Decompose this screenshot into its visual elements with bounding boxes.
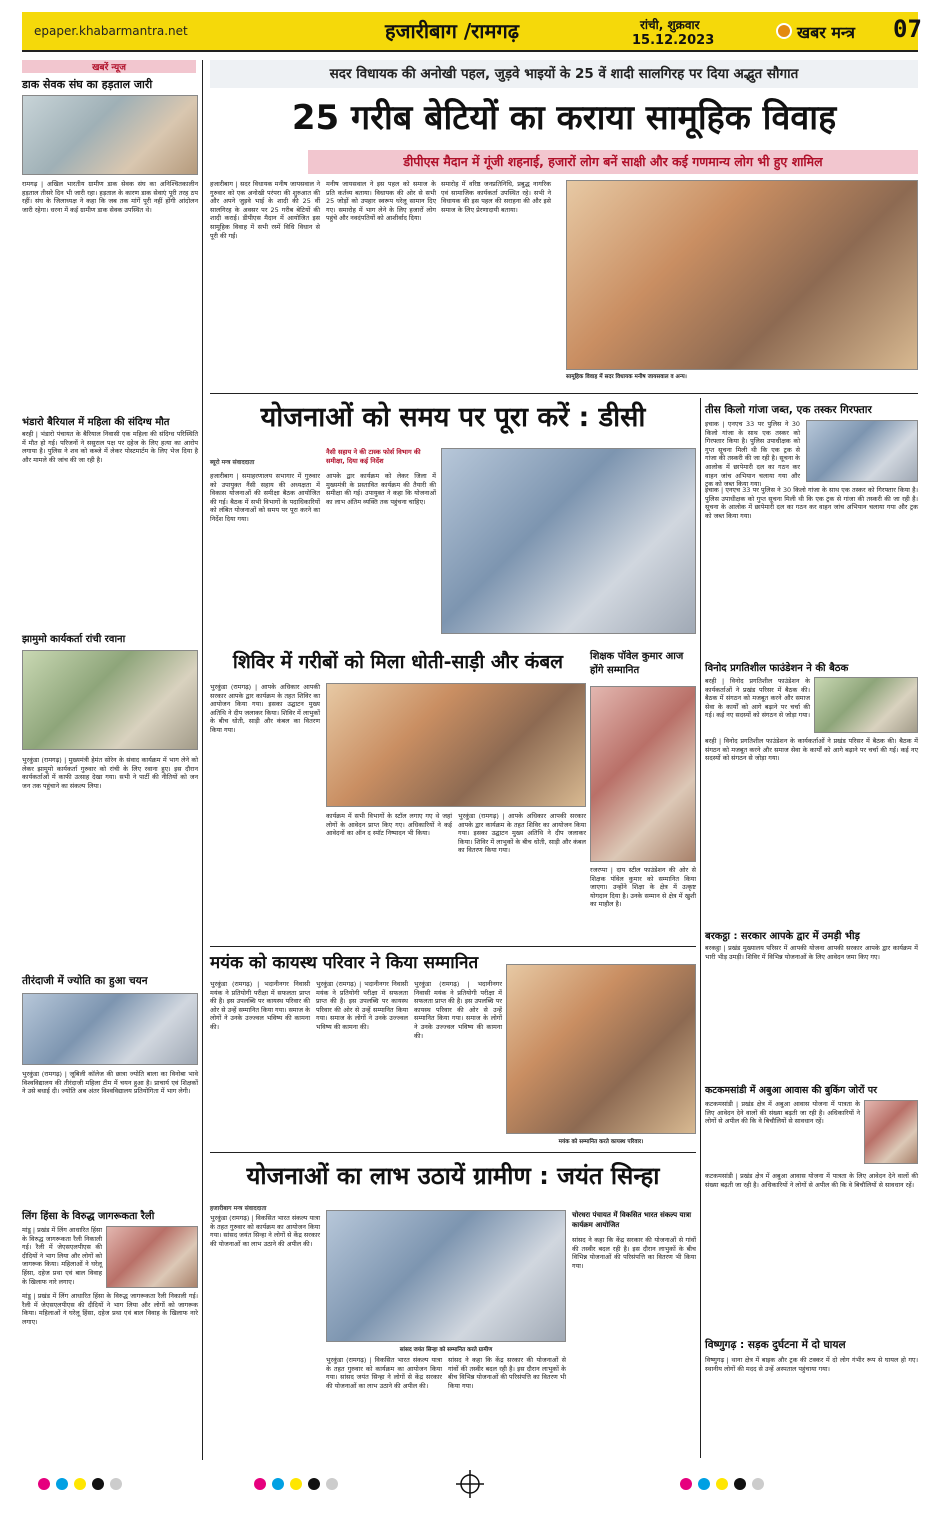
teacher-portrait bbox=[590, 686, 696, 862]
accident-headline[interactable]: विष्णुगढ़ : सड़क दुर्घटना में दो घायल bbox=[705, 1339, 846, 1351]
left-story1-photo bbox=[22, 95, 198, 175]
kayasth-headline[interactable]: मयंक को कायस्थ परिवार ने किया सम्मानित bbox=[210, 953, 479, 973]
awas-body: कटकमसांडी | प्रखंड क्षेत्र में अबुआ आवास योजना में पात्रता के लिए आवेदन देने वालों की संख्या बढ़ती जा रही है। अधिकारियों ने लोगों से अपील की कि वे बिचौलियों से सावधान रहें। bbox=[705, 1100, 860, 1126]
shivir-body-col2: कार्यक्रम में सभी विभागों के स्टॉल लगाए गए थे जहां लोगों के आवेदन प्राप्त किए गए। अधिकारियों ने कई आवेदनों का ऑन द स्पॉट निष्पादन भी किया। bbox=[326, 812, 452, 838]
jayant-byline: हजारीबाग मन्त्र संवाददाता bbox=[210, 1205, 267, 1212]
right-column-divider bbox=[700, 398, 701, 1458]
kayasth-photo bbox=[506, 964, 696, 1134]
jayant-photo bbox=[326, 1210, 566, 1342]
awas-headline[interactable]: कटकमसांडी में अबुआ आवास की बुकिंग जोरों पर bbox=[705, 1085, 878, 1096]
section-divider bbox=[210, 393, 918, 394]
kayasth-divider bbox=[210, 946, 696, 947]
teacher-headline[interactable]: शिक्षक पॉवेल कुमार आज होंगे सम्मानित bbox=[590, 651, 684, 676]
dc-photo bbox=[441, 448, 696, 634]
dc-kicker: नैसी सहाय ने की टास्क फोर्स विभाग की समीक्षा, दिया कई निर्देश bbox=[326, 448, 421, 465]
issue-date: 15.12.2023 bbox=[632, 33, 715, 48]
lead-headline[interactable]: 25 गरीब बेटियों का कराया सामूहिक विवाह bbox=[291, 98, 837, 138]
kayasth-photo-caption: मयंक को सम्मानित करते कायस्थ परिवार। bbox=[558, 1139, 644, 1145]
jayant-body-col3: सांसद ने कहा कि केंद्र सरकार की योजनाओं से गांवों की तस्वीर बदल रही है। इस दौरान लाभुकों के बीच विभिन्न योजनाओं की परिसंपत्ति का वितरण भी किया गया। bbox=[448, 1356, 566, 1390]
left-story5-body: मांडू | प्रखंड में लिंग आधारित हिंसा के विरुद्ध जागरूकता रैली निकाली गई। रैली में जेएसएलपीएस की दीदियों ने भाग लिया और लोगों को जागरूक किया। महिलाओं ने घरेलू हिंसा, दहेज प्रथा एवं बाल विवाह के खिलाफ नारे लगाए। bbox=[22, 1226, 102, 1286]
awas-body-cont: कटकमसांडी | प्रखंड क्षेत्र में अबुआ आवास योजना में पात्रता के लिए आवेदन देने वालों की संख्या बढ़ती जा रही है। अधिकारियों ने लोगों से अपील की कि वे बिचौलियों से सावधान रहें। bbox=[705, 1172, 918, 1189]
left-story3-headline[interactable]: झामुमो कार्यकर्ता रांची रवाना bbox=[22, 634, 126, 645]
left-story1-body: रामगढ़ | अखिल भारतीय ग्रामीण डाक सेवक संघ का अनिश्चितकालीन हड़ताल तीसरे दिन भी जारी रहा। हड़ताल के कारण डाक सेवाएं पूरी तरह ठप रहीं। संघ के जिलाध्यक्ष ने कहा कि जब तक मांगें पूरी नहीं होंगी आंदोलन जारी रहेगा। धरना में कई ग्रामीण डाक सेवक उपस्थित थे। bbox=[22, 180, 198, 214]
lead-body-col1: हजारीबाग | सदर विधायक मनीष जायसवाल ने गुरुवार को एक अनोखी परंपरा की शुरुआत की और अपने जुड़वे भाई के शादी की 25 वीं सालगिरह के अवसर पर 25 गरीब बेटियों की शादी कराई। डीपीएस मैदान में आयोजित इस सामूहिक विवाह में सभी रस्में विधि विधान से पूरी की गईं। bbox=[210, 180, 320, 240]
quick-news-label: खबरें न्यूज bbox=[22, 60, 196, 73]
vinod-body-cont: बरही | विनोद प्रगतिशील फाउंडेशन के कार्यकर्ताओं ने प्रखंड परिसर में बैठक की। बैठक में संगठन को मजबूत करने और समाज सेवा के कार्यों को आगे बढ़ाने पर चर्चा की गई। कई नए सदस्यों को संगठन से जोड़ा गया। bbox=[705, 737, 918, 763]
jayant-body-col2: भुरकुंडा (रामगढ़) | विकसित भारत संकल्प यात्रा के तहत गुरुवार को कार्यक्रम का आयोजन किया गया। सांसद जयंत सिन्हा ने लोगों से केंद्र सरकार की योजनाओं का लाभ उठाने की अपील की। bbox=[326, 1356, 442, 1390]
ganja-body-cont: इचाक | एनएच 33 पर पुलिस ने 30 किलो गांजा के साथ एक तस्कर को गिरफ्तार किया है। पुलिस उपाधीक्षक को गुप्त सूचना मिली थी कि एक ट्रक से गांजा की तस्करी की जा रही है। सूचना के आलोक में छापेमारी दल का गठन कर वाहन जांच अभियान चलाया गया और ट्रक को जब्त किया गया। bbox=[705, 486, 918, 520]
teacher-body: रजरप्पा | दाय स्टील फाउंडेशन की ओर से शिक्षक पॉवेल कुमार को सम्मानित किया जाएगा। उन्होंने शिक्षा के क्षेत्र में उत्कृष्ट योगदान दिया है। उनके सम्मान से क्षेत्र में खुशी का माहौल है। bbox=[590, 866, 696, 909]
dc-headline[interactable]: योजनाओं को समय पर पूरा करें : डीसी bbox=[260, 402, 646, 433]
jayant-photo-caption: सांसद जयंत सिन्हा को सम्मानित करते ग्रामीण bbox=[399, 1347, 493, 1353]
shivir-headline[interactable]: शिविर में गरीबों को मिला धोती-साड़ी और कंबल bbox=[232, 651, 564, 673]
ganja-body: इचाक | एनएच 33 पर पुलिस ने 30 किलो गांजा के साथ एक तस्कर को गिरफ्तार किया है। पुलिस उपाधीक्षक को गुप्त सूचना मिली थी कि एक ट्रक से गांजा की तस्करी की जा रही है। सूचना के आलोक में छापेमारी दल का गठन कर वाहन जांच अभियान चलाया गया और ट्रक को जब्त किया गया। bbox=[705, 420, 800, 489]
lead-kicker: सदर विधायक की अनोखी पहल, जुड़वे भाइयों के 25 वें शादी सालगिरह पर दिया अद्भुत सौगात bbox=[210, 60, 918, 88]
dc-body-col2: आपके द्वार कार्यक्रम को लेकर जिला में मुख्यमंत्री के प्रस्तावित कार्यक्रम की तैयारी की समीक्षा की गई। उपायुक्त ने कहा कि योजनाओं का लाभ अंतिम व्यक्ति तक पहुंचना चाहिए। bbox=[326, 472, 436, 506]
lead-photo-caption: सामूहिक विवाह में सदर विधायक मनीष जायसवाल व अन्य। bbox=[566, 374, 687, 380]
left-story4-headline[interactable]: तीरंदाजी में ज्योति का हुआ चयन bbox=[22, 975, 148, 987]
left-story2-body: बरही | भंडारो पंचायत के बैरियाल निवासी एक महिला की संदिग्ध परिस्थिति में मौत हो गई। परिजनों ने ससुराल पक्ष पर दहेज के लिए हत्या का आरोप लगाया है। पुलिस ने शव को कब्जे में लेकर पोस्टमार्टम के लिए भेज दिया है और मामले की जांच की जा रही है। bbox=[22, 430, 198, 464]
left-story3-body: भुरकुंडा (रामगढ़) | मुख्यमंत्री हेमंत सोरेन के संवाद कार्यक्रम में भाग लेने को लेकर झामुमो कार्यकर्ता गुरुवार को रांची के लिए रवाना हुए। इस दौरान कार्यकर्ताओं में काफी उत्साह देखा गया। सभी ने पार्टी की नीतियों को जन जन तक पहुंचाने का संकल्प लिया। bbox=[22, 756, 198, 790]
shivir-body-col1: भुरकुंडा (रामगढ़) | आपके अधिकार आपकी सरकार आपके द्वार कार्यक्रम के तहत शिविर का आयोजन किया गया। इसका उद्घाटन मुख्य अतिथि ने दीप जलाकर किया। शिविर में लाभुकों के बीच धोती, साड़ी और कंबल का वितरण किया गया। bbox=[210, 683, 320, 734]
shivir-body-col3: भुरकुंडा (रामगढ़) | आपके अधिकार आपकी सरकार आपके द्वार कार्यक्रम के तहत शिविर का आयोजन किया गया। इसका उद्घाटन मुख्य अतिथि ने दीप जलाकर किया। शिविर में लाभुकों के बीच धोती, साड़ी और कंबल का वितरण किया गया। bbox=[458, 812, 586, 855]
left-story5-photo bbox=[106, 1226, 198, 1288]
section-name: हजारीबाग /रामगढ़ bbox=[385, 19, 519, 43]
jayant-headline[interactable]: योजनाओं का लाभ उठायें ग्रामीण : जयंत सिन्हा bbox=[246, 1162, 660, 1190]
page-number: 07 bbox=[893, 15, 922, 43]
awas-portrait bbox=[864, 1100, 918, 1164]
ganja-photo bbox=[806, 420, 918, 482]
left-story1-headline[interactable]: डाक सेवक संघ का हड़ताल जारी bbox=[22, 78, 153, 91]
jayant-divider bbox=[210, 1152, 696, 1153]
barkatha-body: बरकट्ठा | प्रखंड मुख्यालय परिसर में आपकी योजना आपकी सरकार आपके द्वार कार्यक्रम में भारी भीड़ उमड़ी। शिविर में विभिन्न योजनाओं के लिए आवेदन जमा किए गए। bbox=[705, 944, 918, 961]
lead-body-col2: मनीष जायसवाल ने इस पहल को समाज के प्रति कर्तव्य बताया। विधायक की ओर से सभी 25 जोड़ों को उपहार स्वरूप घरेलू सामान दिए गए। समारोह में भाग लेने के लिए हजारों लोग पहुंचे और नवदंपतियों को आशीर्वाद दिया। bbox=[326, 180, 436, 223]
jayant-body-col4: सांसद ने कहा कि केंद्र सरकार की योजनाओं से गांवों की तस्वीर बदल रही है। इस दौरान लाभुकों के बीच विभिन्न योजनाओं की परिसंपत्ति का वितरण भी किया गया। bbox=[572, 1236, 696, 1270]
site-url[interactable]: epaper.khabarmantra.net bbox=[34, 24, 188, 38]
lead-subhead: डीपीएस मैदान में गूंजी शहनाई, हजारों लोग बनें साक्षी और कई गणमान्य लोग भी हुए शामिल bbox=[308, 150, 918, 174]
kayasth-body-col3: भुरकुंडा (रामगढ़) | भदानीनगर निवासी मयंक ने प्रतियोगी परीक्षा में सफलता प्राप्त की है। इस उपलब्धि पर कायस्थ परिवार की ओर से उन्हें सम्मानित किया गया। समाज के लोगों ने उनके उज्ज्वल भविष्य की कामना की। bbox=[414, 980, 502, 1040]
city-day: रांची, शुक्रवार bbox=[640, 18, 700, 32]
column-divider bbox=[202, 60, 203, 1460]
left-story4-photo bbox=[22, 993, 198, 1065]
jayant-sidehead: चोरधरा पंचायत में विकसित भारत संकल्प यात्रा कार्यक्रम आयोजित bbox=[572, 1211, 692, 1229]
vinod-photo bbox=[814, 677, 918, 733]
kayasth-body-col2: भुरकुंडा (रामगढ़) | भदानीनगर निवासी मयंक ने प्रतियोगी परीक्षा में सफलता प्राप्त की है। इस उपलब्धि पर कायस्थ परिवार की ओर से उन्हें सम्मानित किया गया। समाज के लोगों ने उनके उज्ज्वल भविष्य की कामना की। bbox=[316, 980, 408, 1031]
left-story3-photo bbox=[22, 650, 198, 750]
left-story2-headline[interactable]: भंडारो बैरियाल में महिला की संदिग्ध मौत bbox=[22, 417, 170, 428]
left-story5-body-cont: मांडू | प्रखंड में लिंग आधारित हिंसा के विरुद्ध जागरूकता रैली निकाली गई। रैली में जेएसएलपीएस की दीदियों ने भाग लिया और लोगों को जागरूक किया। महिलाओं ने घरेलू हिंसा, दहेज प्रथा एवं बाल विवाह के खिलाफ नारे लगाए। bbox=[22, 1292, 198, 1326]
left-story4-body: भुरकुंडा (रामगढ़) | जूबिली कॉलेज की छात्रा ज्योति बाला का विनोबा भावे विश्वविद्यालय की तीरंदाजी महिला टीम में चयन हुआ है। प्राचार्य एवं शिक्षकों ने उसे बधाई दी। ज्योति अब अंतर विश्वविद्यालय प्रतियोगिता में भाग लेगी। bbox=[22, 1070, 198, 1096]
accident-body: विष्णुगढ़ | थाना क्षेत्र में बाइक और ट्रक की टक्कर में दो लोग गंभीर रूप से घायल हो गए। स्थानीय लोगों की मदद से उन्हें अस्पताल पहुंचाया गया। bbox=[705, 1356, 918, 1373]
barkatha-headline[interactable]: बरकट्ठा : सरकार आपके द्वार में उमड़ी भीड़ bbox=[705, 931, 860, 942]
ganja-headline[interactable]: तीस किलो गांजा जब्त, एक तस्कर गिरफ्तार bbox=[705, 404, 872, 416]
dc-byline: ब्यूरो मन्त्र संवाददाता bbox=[210, 459, 255, 466]
lead-body-col3: समारोह में वरिष्ठ जनप्रतिनिधि, प्रबुद्ध नागरिक एवं सामाजिक कार्यकर्ता उपस्थित रहे। सभी ने विधायक की इस पहल की सराहना की और इसे समाज के लिए प्रेरणादायी बताया। bbox=[441, 180, 551, 214]
vinod-headline[interactable]: विनोद प्रगतिशील फाउंडेशन ने की बैठक bbox=[705, 663, 849, 674]
dc-body-col1: हजारीबाग | समाहरणालय सभागार में गुरुवार को उपायुक्त नैंसी सहाय की अध्यक्षता में विकास योजनाओं की समीक्षा बैठक आयोजित की गई। बैठक में सभी विभागों के पदाधिकारियों को लंबित योजनाओं को समय पर पूरा करने का निर्देश दिया गया। bbox=[210, 472, 320, 523]
footer-color-bar bbox=[22, 1468, 918, 1508]
kayasth-body-col1: भुरकुंडा (रामगढ़) | भदानीनगर निवासी मयंक ने प्रतियोगी परीक्षा में सफलता प्राप्त की है। इस उपलब्धि पर कायस्थ परिवार की ओर से उन्हें सम्मानित किया गया। समाज के लोगों ने उनके उज्ज्वल भविष्य की कामना की। bbox=[210, 980, 310, 1031]
brand-logo-icon bbox=[776, 23, 792, 39]
shivir-photo bbox=[326, 683, 586, 807]
jayant-body-col1: भुरकुंडा (रामगढ़) | विकसित भारत संकल्प यात्रा के तहत गुरुवार को कार्यक्रम का आयोजन किया गया। सांसद जयंत सिन्हा ने लोगों से केंद्र सरकार की योजनाओं का लाभ उठाने की अपील की। bbox=[210, 1214, 320, 1248]
registration-marks-icon bbox=[22, 1468, 918, 1508]
left-story5-headline[interactable]: लिंग हिंसा के विरुद्ध जागरूकता रैली bbox=[22, 1211, 155, 1222]
vinod-body: बरही | विनोद प्रगतिशील फाउंडेशन के कार्यकर्ताओं ने प्रखंड परिसर में बैठक की। बैठक में संगठन को मजबूत करने और समाज सेवा के कार्यों को आगे बढ़ाने पर चर्चा की गई। कई नए सदस्यों को संगठन से जोड़ा गया। bbox=[705, 677, 811, 720]
lead-photo bbox=[566, 180, 918, 370]
brand-name: खबर मन्त्र bbox=[797, 23, 855, 42]
